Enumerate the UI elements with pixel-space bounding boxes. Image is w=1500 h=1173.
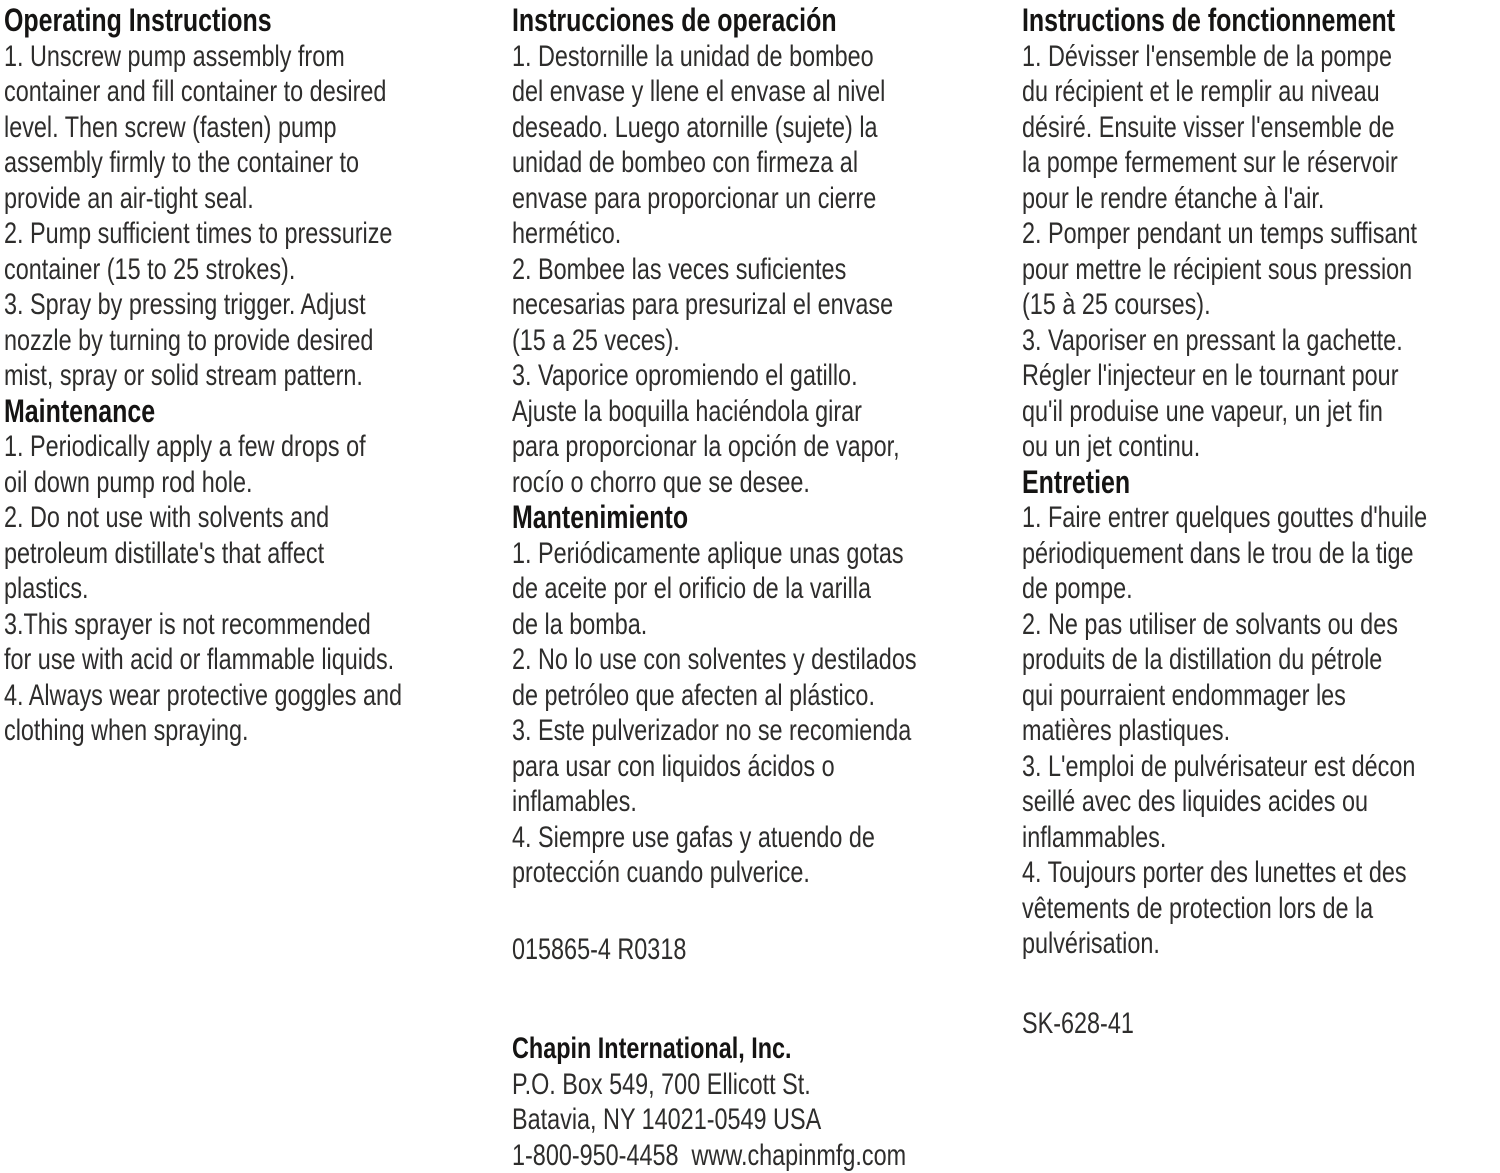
operating-instructions-heading-fr: Instructions de fonctionnement	[1022, 3, 1500, 39]
maintenance-heading-fr: Entretien	[1022, 465, 1500, 501]
operating-step-1-es: 1. Destornille la unidad de bombeo del envase y llene el envase al nivel deseado. Luego atornille (sujete) la unidad de bombeo con firmeza al envase para proporcionar un cierre hermético.	[512, 39, 1015, 252]
operating-step-3-es: 3. Vaporice opromiendo el gatillo. Ajuste la boquilla haciéndola girar para proporcionar la opción de vapor, rocío o chorro que se desee.	[512, 358, 1015, 500]
company-address: P.O. Box 549, 700 Ellicott St. Batavia, NY 14021-0549 USA 1-800-950-4458 www.chapinmfg.com	[512, 1067, 1015, 1173]
operating-instructions-heading: Operating Instructions	[4, 3, 507, 39]
operating-step-2: 2. Pump sufficient times to pressurize container (15 to 25 strokes).	[4, 216, 507, 287]
maintenance-step-2: 2. Do not use with solvents and petroleum distillate's that affect plastics.	[4, 500, 507, 607]
maintenance-step-3-fr: 3. L'emploi de pulvérisateur est décon seillé avec des liquides acides ou inflammables.	[1022, 749, 1500, 856]
company-name: Chapin International, Inc.	[512, 1031, 1015, 1067]
operating-step-1-fr: 1. Dévisser l'ensemble de la pompe du récipient et le remplir au niveau désiré. Ensuite visser l'ensemble de la pompe fermement sur le réservoir pour le rendre étanche à l'air.	[1022, 39, 1500, 217]
column-spanish	[512, 3, 1015, 1173]
maintenance-step-4: 4. Always wear protective goggles and clothing when spraying.	[4, 678, 507, 749]
maintenance-step-4-fr: 4. Toujours porter des lunettes et des vêtements de protection lors de la pulvérisation.	[1022, 855, 1500, 962]
maintenance-step-2-es: 2. No lo use con solventes y destilados de petróleo que afecten al plástico.	[512, 642, 1015, 713]
operating-instructions-heading-es: Instrucciones de operación	[512, 3, 1015, 39]
operating-step-2-es: 2. Bombee las veces suficientes necesarias para presurizal el envase (15 a 25 veces).	[512, 252, 1015, 359]
maintenance-heading: Maintenance	[4, 394, 507, 430]
operating-step-3-fr: 3. Vaporiser en pressant la gachette. Régler l'injecteur en le tournant pour qu'il produise une vapeur, un jet fin ou un jet continu.	[1022, 323, 1500, 465]
column-english	[4, 3, 507, 749]
maintenance-heading-es: Mantenimiento	[512, 500, 1015, 536]
part-number: 015865-4 R0318	[512, 932, 1015, 968]
maintenance-step-1: 1. Periodically apply a few drops of oil down pump rod hole.	[4, 429, 507, 500]
maintenance-step-3-es: 3. Este pulverizador no se recomienda para usar con liquidos ácidos o inflamables.	[512, 713, 1015, 820]
operating-step-2-fr: 2. Pomper pendant un temps suffisant pour mettre le récipient sous pression (15 à 25 courses).	[1022, 216, 1500, 323]
maintenance-step-4-es: 4. Siempre use gafas y atuendo de protección cuando pulverice.	[512, 820, 1015, 891]
operating-step-1: 1. Unscrew pump assembly from container and fill container to desired level. Then screw (fasten) pump assembly firmly to the container to provide an air-tight seal.	[4, 39, 507, 217]
operating-step-3: 3. Spray by pressing trigger. Adjust nozzle by turning to provide desired mist, spray or solid stream pattern.	[4, 287, 507, 394]
maintenance-step-1-es: 1. Periódicamente aplique unas gotas de aceite por el orificio de la varilla de la bomba.	[512, 536, 1015, 643]
maintenance-step-1-fr: 1. Faire entrer quelques gouttes d'huile périodiquement dans le trou de la tige de pompe.	[1022, 500, 1500, 607]
maintenance-step-2-fr: 2. Ne pas utiliser de solvants ou des produits de la distillation du pétrole qui pourraient endommager les matières plastiques.	[1022, 607, 1500, 749]
sku-number: SK-628-41	[1022, 1006, 1500, 1042]
column-french	[1022, 3, 1500, 1041]
maintenance-step-3: 3.This sprayer is not recommended for use with acid or flammable liquids.	[4, 607, 507, 678]
